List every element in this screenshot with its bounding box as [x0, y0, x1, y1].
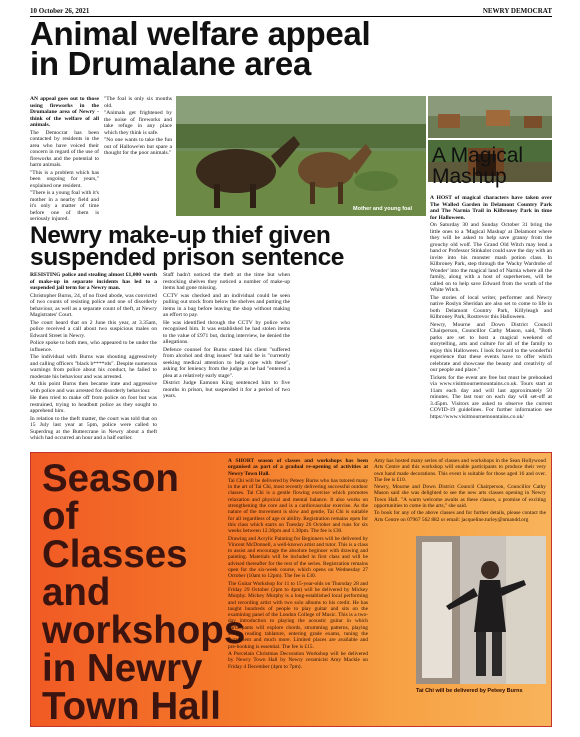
article-lead: AN appeal goes out to those using fireworks in the Drumalane area of Newry - think of the welfare of all animals. — [30, 96, 99, 128]
headline-line: and — [42, 571, 111, 614]
article-paragraph: He then tried to make off from police on foot but was restrained, trying to headbutt police as they sought to apprehend him. — [30, 395, 157, 414]
article-paragraph: District Judge Eamonn King sentenced him to five months in prison, but suspended it for a period of two years. — [163, 380, 290, 399]
article-paragraph: He was identified through the CCTV by police who recognised him. It was established he had stolen items to the value of £971 but, during interview, he denied the allegations. — [163, 319, 290, 345]
article-paragraph: The court heard that on 2 June this year, at 3.35am, police received a call about two suspicious males on Edward Street in Newry. — [30, 319, 157, 339]
make-up-thief-column-1 — [30, 272, 157, 443]
headline-line: suspended prison sentence — [30, 244, 345, 271]
garden-photo-illustration — [428, 96, 552, 138]
headline-line: Town Hall — [42, 685, 221, 728]
article-paragraph: On Saturday 30 and Sunday October 31 bring the little ones to a 'Magical Mashup' at Delamont where they will be asked to help save granny from the grouchy old wolf. The Grand Old Witch may lend a hand or Professor Stinkalot could save the day with an invite into his monster mash potion class. In Kilbroney Park, step through the 'Wacky Wardrobe of Wonder' into the magical land of Narnia where all the family, along with a host of superheroes, will be called on to help save Edward from the wrath of the White Witch. — [430, 222, 552, 293]
article-paragraph: Staff hadn't noticed the theft at the time but when restocking shelves they noticed a number of make-up items had gone missing. — [163, 272, 290, 291]
article-paragraph: To book for any of the above classes and for further details, please contact the Arts Centre on 07967 562 882 or email: jacqueline.turley@nmandd.org — [374, 510, 546, 523]
article-paragraph: Christopher Burns, 24, of no fixed abode, was convicted of two counts of resisting police and one of disorderly behaviour, as well as a separate count of theft, at Newry Magistrates' Court. — [30, 292, 157, 318]
article-lead: A HOST of magical characters have taken over The Walled Garden in Delamont Country Park and The Narnia Trail in Kilbroney Park in time for Halloween. — [430, 195, 552, 221]
animal-welfare-headline — [30, 15, 530, 82]
animal-welfare-column-2 — [104, 96, 172, 158]
season-of-classes-headline — [42, 457, 246, 728]
article-paragraph: Amy has hosted many series of classes and workshops in the Sean Hollywood Arts Centre and this workshop will enable participants to produce their very own hand made decorations. This event is suitable for those aged 16 and over. The fee is £10. — [374, 458, 546, 483]
article-paragraph: "The foal is only six months old. — [104, 96, 172, 109]
article-paragraph: The stories of local writer, performer and Newry native Roslyn Sheridan are also set to come to life in both Delamont Country Park, Killyleagh and Kilbroney Park, Rostrevor this Halloween. — [430, 294, 552, 320]
article-paragraph: In relation to the theft matter, the court was told that on 15 July last year at 5pm, police were called to Superdrug at the Buttercrane in Newry about a theft which had occurred an hour and a half earlier. — [30, 415, 157, 441]
folio-masthead: NEWRY DEMOCRAT — [482, 7, 552, 15]
article-paragraph: The Guitar Workshop for 11 to 15-year-olds on Thursday 28 and Friday 29 October (2pm to 4pm) will be delivered by Mickey Murphy. Mickey Murphy is a long-established local performing and recording artist with two solo albums to his credit. He has taught hundreds of people to play guitar and sits on the examining panel of the London College of Music. This is a two-day introduction to playing the acoustic guitar in which participants will explore chords, strumming patterns, playing songs, reading tablature, entering grade exams, tuning the instrument and much more. Limited places are available and pre-booking is essential. The fee is £15. — [228, 580, 368, 650]
article-paragraph: "This is a problem which has been ongoing for years," explained one resident. — [30, 169, 99, 189]
tai-chi-caption: Tai Chi will be delivered by Peteey Burns — [416, 688, 523, 694]
headline-line: in Drumalane area — [30, 45, 312, 82]
mashup-title-line: A Magical — [432, 144, 524, 167]
headline-line: Classes — [42, 533, 188, 576]
make-up-thief-column-2 — [163, 272, 290, 401]
animal-welfare-column-1 — [30, 96, 99, 224]
article-paragraph: Newry, Mourne and Down District Council Chairperson, Councillor Cathy Mason said she was delighted to see the new arts classes opening in Newry Town Hall. "A warm welcome awaits as these classes, a promise of exciting opportunities to come in the arts," she said. — [374, 484, 546, 510]
tai-chi-photo-illustration — [416, 536, 546, 684]
headline-line: Season of — [42, 457, 179, 538]
photo-caption: Mother and young foal — [353, 206, 412, 212]
article-paragraph: Tai Chi will be delivered by Peteey Burns who has tutored many in the art of Tai Chi, most recently delivering successful outdoor classes. Tai Chi is a gentle flowing exercise which promotes relaxation and physical and mental balance. It also works on strengthening the core and is a cardiovascular exercise. As the nature of the movement is slow and gentle, Tai Chi is suitable for all regardless of age or ability. Registration remains open for this class which starts on Tuesday 26 October and runs for six weeks between 12.30pm and 1.30pm. The fee is £30. — [228, 477, 368, 535]
article-paragraph: Defence counsel for Burns stated his client "suffered from alcohol and drug issues" but said he is "currently seeking medical attention to help cope with these", asking for leniency from the judge as he had "entered a plea at a relatively early stage". — [163, 346, 290, 379]
garden-photo-top — [428, 96, 552, 138]
article-paragraph: Tickets for the event are free but must be prebooked via www.visitmournemountains.co.uk. Tours start at 11am each day and will last approximately 50 minutes. The last tour on each day will set-off at 3.45pm. Visitors are asked to observe the current COVID-19 guidelines. For further information see https://www.visitmournemountains.co.uk/ — [430, 374, 552, 420]
folio-date: 10 October 26, 2021 — [30, 7, 90, 15]
magical-mashup-title — [432, 145, 552, 187]
article-paragraph: "No one wants to take the fun out of Hallowe'en but spare a thought for the poor animals." — [104, 137, 172, 156]
mashup-title-line: Mashup — [432, 165, 507, 188]
classes-column-1 — [228, 458, 368, 671]
make-up-thief-headline — [30, 222, 425, 271]
headline-line: workshops — [42, 609, 246, 652]
horse-and-foal-photo — [176, 96, 426, 216]
article-paragraph: Drawing and Acrylic Painting for Beginners will be delivered by Vincent McDonnell, a well-known artist and tutor. This is a class to assist and encourage the absolute beginner with drawing and painting. Materials will be included in first class and will be advised thereafter for the rest of the series. Registration remains open for the six-week course, which opens on Wednesday 27 October (10am to 12pm). The fee is £30. — [228, 535, 369, 580]
horse-photo-illustration — [176, 96, 426, 216]
article-paragraph: Newry, Mourne and Down District Council Chairperson, Councillor Cathy Mason, said, "Both parks are set to host a magical weekend of storytelling, arts and culture for all of the family to enjoy this Halloween. I look forward to the wonderful experience that these events have to offer which celebrate and showcase the beauty and creativity of our people and place." — [430, 321, 552, 373]
article-paragraph: CCTV was checked and an individual could be seen pulling out stock from below the shelves and putting the items in a bag before leaving the shop without making an effort to pay. — [163, 292, 290, 318]
article-paragraph: At this point Burns then became irate and aggressive with police and was arrested for disorderly behaviour. — [30, 381, 157, 394]
article-paragraph: Police spoke to both men, who appeared to be under the influence. — [30, 340, 157, 353]
headline-line: in Newry — [42, 647, 203, 690]
tai-chi-photo — [416, 536, 546, 684]
classes-column-2 — [374, 458, 546, 524]
article-paragraph: The individual with Burns was shouting aggressively and calling officers "black b****rds". Despite numerous warnings from police about his conduct, he failed to moderate his behaviour and was arrested. — [30, 354, 157, 380]
article-lead: RESISTING police and stealing almost £1,000 worth of make-up in separate incidents has led to a suspended jail term for a Newry man. — [30, 272, 157, 291]
article-paragraph: "There is a young foal with it's mother in a nearby field and it's only a matter of time before one of them is seriously injured. — [30, 190, 99, 222]
headline-line: Newry make-up thief given — [30, 222, 331, 249]
article-paragraph: A Porcelain Christmas Decoration Workshop will be delivered by Newry Town Hall by Newry ceramicist Amy Mackle on Friday 4 December (4pm to 7pm). — [228, 650, 368, 670]
article-paragraph: The Democrat has been contacted by residents in the area who have voiced their concern in regard of the use of fireworks and the potential to harm animals. — [30, 129, 99, 168]
headline-line: Animal welfare appeal — [30, 15, 371, 52]
article-lead: A SHORT season of classes and workshops has been organised as part of a gradual re-opening of activities at Newry Town Hall. — [228, 458, 368, 477]
article-paragraph: "Animals get frightened by the noise of fireworks and take refuge in any place which they think is safe. — [104, 110, 172, 136]
magical-mashup-column — [430, 195, 552, 421]
